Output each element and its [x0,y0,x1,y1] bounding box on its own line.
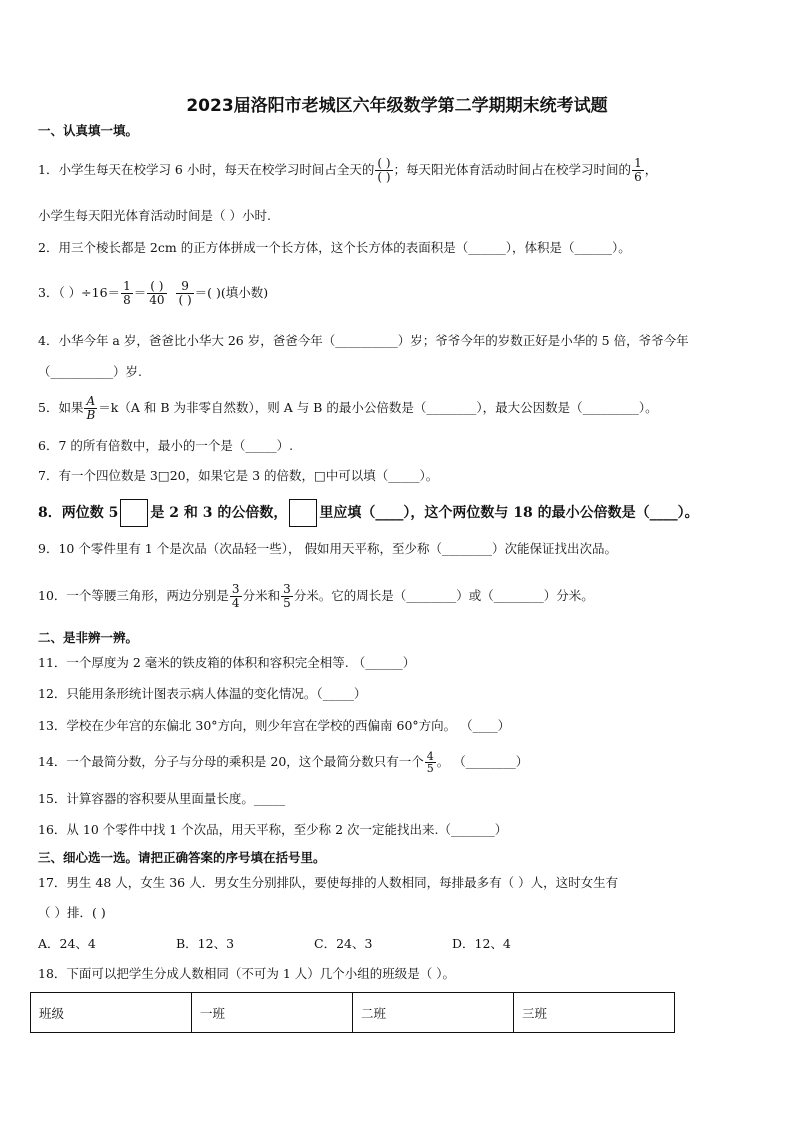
question-4: 4．小华今年 a 岁，爸爸比小华大 26 岁，爸爸今年（__________）岁；爷爷今年的岁数正好是小华的 5 倍，爷爷今年 [38,333,689,348]
q10-fraction-2 [281,583,293,610]
table-cell-class-2: 二班 [353,993,514,1033]
q14-fraction [425,751,436,774]
question-1-line2: 小学生每天阳光体育活动时间是（ ）小时. [38,208,271,223]
q5-fraction-numerator: A [84,395,97,409]
question-17-line2: （ ）排．( ) [38,905,106,920]
class-table [30,992,675,1033]
q1-fraction-denominator: ( ) [377,170,391,184]
q1-fraction-one-sixth [632,157,644,184]
q5-text-post: ＝k（A 和 B 为非零自然数），则 A 与 B 的最小公倍数是（________），最大公因数是（_________）。 [98,400,658,415]
q8-text-b: 是 2 和 3 的公倍数， [150,505,288,521]
page-title: 2023届洛阳市老城区六年级数学第二学期期末统考试题 [186,96,608,116]
q3-fraction-3-denominator: ( ) [178,293,192,307]
q10-fraction-2-denominator: 5 [283,596,291,610]
question-12: 12．只能用条形统计图表示病人体温的变化情况。（_____） [38,686,367,701]
question-11: 11．一个厚度为 2 毫米的铁皮箱的体积和容积完全相等. （______） [38,655,416,670]
table-row [31,993,675,1033]
q10-fraction-1 [230,583,242,610]
q17-option-d[interactable]: D．12、4 [452,936,511,951]
q1-fraction-blank[interactable] [375,157,392,184]
section-heading-3: 三、细心选一选。请把正确答案的序号填在括号里。 [38,850,326,865]
q3-fraction-1-numerator: 1 [123,279,131,293]
question-4-line2: （__________）岁. [38,364,142,379]
question-14 [38,744,528,780]
q10-fraction-1-numerator: 3 [231,582,240,596]
question-8 [38,498,699,528]
q14-text-pre: 14．一个最简分数，分子与分母的乘积是 20，这个最简分数只有一个 [38,754,424,769]
q3-fraction-3[interactable] [176,280,193,307]
question-17: 17．男生 48 人，女生 36 人．男女生分别排队，要使每排的人数相同，每排最多有（ ）人，这时女生有 [38,875,619,890]
question-10 [38,576,594,616]
q10-text-pre: 10．一个等腰三角形，两边分别是 [38,588,229,603]
q17-option-a[interactable]: A．24、4 [38,936,96,951]
question-16: 16．从 10 个零件中找 1 个次品，用天平称，至少称 2 次一定能找出来.（_______） [38,822,508,837]
question-18: 18．下面可以把学生分成人数相同（不可为 1 人）几个小组的班级是（ ）。 [38,966,456,981]
q3-fraction-1 [121,280,133,307]
q3-fraction-3-numerator: 9 [176,280,193,294]
q3-fraction-2-numerator: ( ) [147,280,166,294]
question-1 [38,150,657,190]
q10-fraction-2-numerator: 3 [283,582,291,596]
question-15: 15．计算容器的容积要从里面量长度。_____ [38,791,286,806]
q1-fraction-2-denominator: 6 [634,170,642,184]
q1-text-pre: 1．小学生每天在校学习 6 小时，每天在校学习时间占全天的 [38,162,375,177]
q1-text-post: ， [644,162,658,177]
q10-text-mid: 分米和 [242,588,281,603]
question-7: 7．有一个四位数是 3□20，如果它是 3 的倍数，□中可以填（_____）。 [38,468,439,483]
q3-fraction-2[interactable] [147,280,166,307]
q14-fraction-numerator: 4 [426,750,434,763]
question-3 [38,273,268,313]
question-6: 6．7 的所有倍数中，最小的一个是（_____）. [38,438,294,453]
q10-text-post: 分米。它的周长是（________）或（________）分米。 [293,588,594,603]
q8-text-a: 8．两位数 5 [38,505,119,521]
q3-equals: ＝ [133,285,147,300]
q14-text-post: 。 （________） [436,754,529,769]
q8-answer-box-2[interactable] [289,499,317,527]
q1-text-mid: ；每天阳光体育活动时间占在校学习时间的 [393,162,632,177]
q3-text-post: ＝( )(填小数) [194,285,269,300]
q5-fraction-denominator: B [86,408,96,422]
table-cell-class-1: 一班 [192,993,353,1033]
q8-answer-box-1[interactable] [120,499,148,527]
q8-text-c: 里应填（____），这个两位数与 18 的最小公倍数是（____）。 [319,505,699,521]
question-2: 2．用三个棱长都是 2cm 的正方体拼成一个长方体，这个长方体的表面积是（______），体积是（______）。 [38,240,631,255]
section-heading-2: 二、是非辨一辨。 [38,630,139,645]
q17-option-c[interactable]: C．24、3 [314,936,373,951]
question-9: 9．10 个零件里有 1 个是次品（次品轻一些）， 假如用天平称，至少称（________）次能保证找出次品。 [38,541,617,556]
q3-fraction-2-denominator: 40 [149,293,165,307]
q3-fraction-1-denominator: 8 [123,293,131,307]
table-cell-header: 班级 [31,993,192,1033]
q1-fraction-2-numerator: 1 [634,156,642,170]
q5-fraction-a-over-b [84,395,97,422]
q3-text-pre: 3．（ ）÷16＝ [38,285,121,300]
q10-fraction-1-denominator: 4 [231,596,240,610]
table-cell-class-3: 三班 [514,993,675,1033]
section-heading-1: 一、认真填一填。 [38,123,139,138]
question-13: 13．学校在少年宫的东偏北 30°方向，则少年宫在学校的西偏南 60°方向。 （____） [38,718,511,733]
q14-fraction-denominator: 5 [426,762,434,775]
q5-text-pre: 5．如果 [38,400,84,415]
q17-option-b[interactable]: B．12、3 [176,936,235,951]
question-5 [38,390,658,426]
q1-fraction-numerator: ( ) [377,156,391,170]
